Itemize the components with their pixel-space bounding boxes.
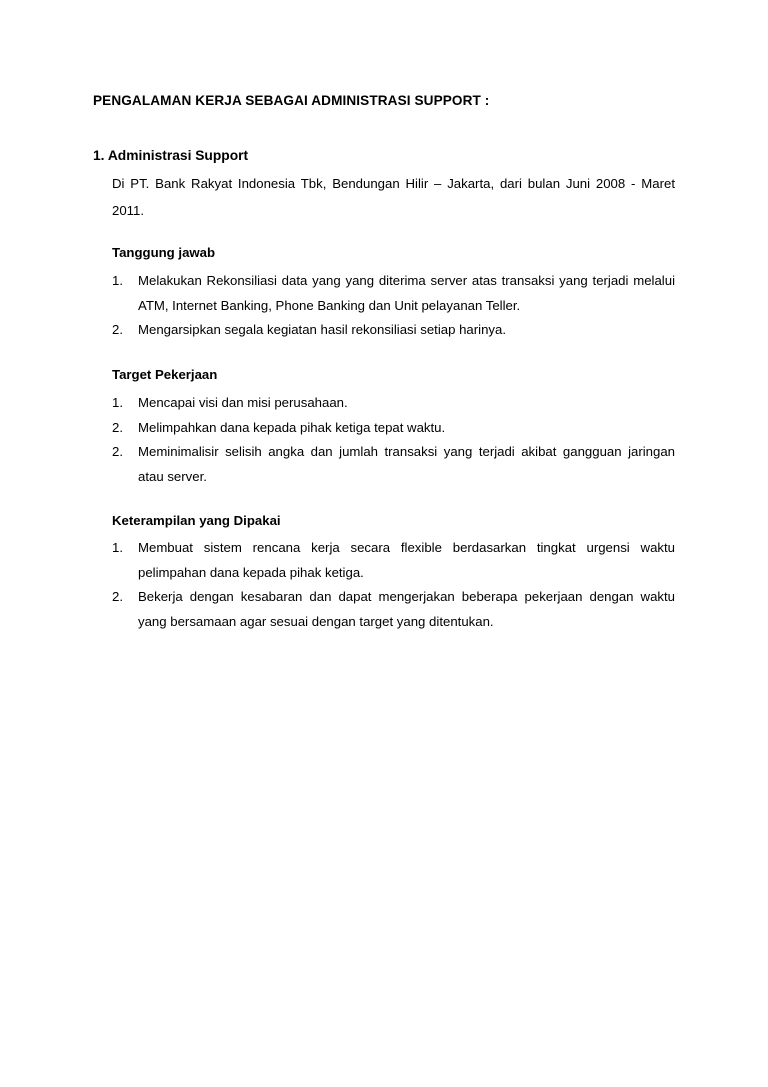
list-item-text: Bekerja dengan kesabaran dan dapat mengerjakan beberapa pekerjaan dengan waktu yang bersamaan agar sesuai dengan target yang ditentukan. <box>138 589 675 629</box>
list-item-number: 1. <box>112 273 123 288</box>
targets-heading: Target Pekerjaan <box>112 367 218 382</box>
list-item <box>112 536 675 585</box>
list-item-number: 1. <box>112 395 123 410</box>
targets-list <box>112 391 675 489</box>
list-item <box>112 416 675 441</box>
list-item <box>112 391 675 416</box>
section-heading: 1. Administrasi Support <box>93 148 249 163</box>
list-item-number: 2. <box>112 589 123 604</box>
list-item-number: 2. <box>112 322 123 337</box>
skills-heading: Keterampilan yang Dipakai <box>112 513 281 528</box>
list-item-text: Melimpahkan dana kepada pihak ketiga tepat waktu. <box>138 419 446 435</box>
responsibilities-list <box>112 269 675 343</box>
list-item <box>112 318 675 343</box>
list-item-text: Membuat sistem rencana kerja secara flexible berdasarkan tingkat urgensi waktu pelimpahan dana kepada pihak ketiga. <box>138 540 675 580</box>
responsibilities-heading: Tanggung jawab <box>112 245 216 260</box>
employment-details: Di PT. Bank Rakyat Indonesia Tbk, Bendungan Hilir – Jakarta, dari bulan Juni 2008 - Maret 2011. <box>112 176 675 218</box>
list-item-number: 1. <box>112 540 123 555</box>
list-item <box>112 585 675 634</box>
list-item-text: Meminimalisir selisih angka dan jumlah transaksi yang terjadi akibat gangguan jaringan atau server. <box>138 444 675 484</box>
list-item-text: Mengarsipkan segala kegiatan hasil rekonsiliasi setiap harinya. <box>138 322 506 337</box>
list-item-number: 2. <box>112 444 123 459</box>
skills-list <box>112 536 675 634</box>
list-item-number: 2. <box>112 419 123 435</box>
list-item-text: Mencapai visi dan misi perusahaan. <box>138 395 348 410</box>
list-item <box>112 269 675 318</box>
list-item-text: Melakukan Rekonsiliasi data yang yang diterima server atas transaksi yang terjadi melalui ATM, Internet Banking, Phone Banking dan Unit pelayanan Teller. <box>138 273 675 313</box>
document-title: PENGALAMAN KERJA SEBAGAI ADMINISTRASI SUPPORT : <box>93 93 490 108</box>
list-item <box>112 440 675 489</box>
